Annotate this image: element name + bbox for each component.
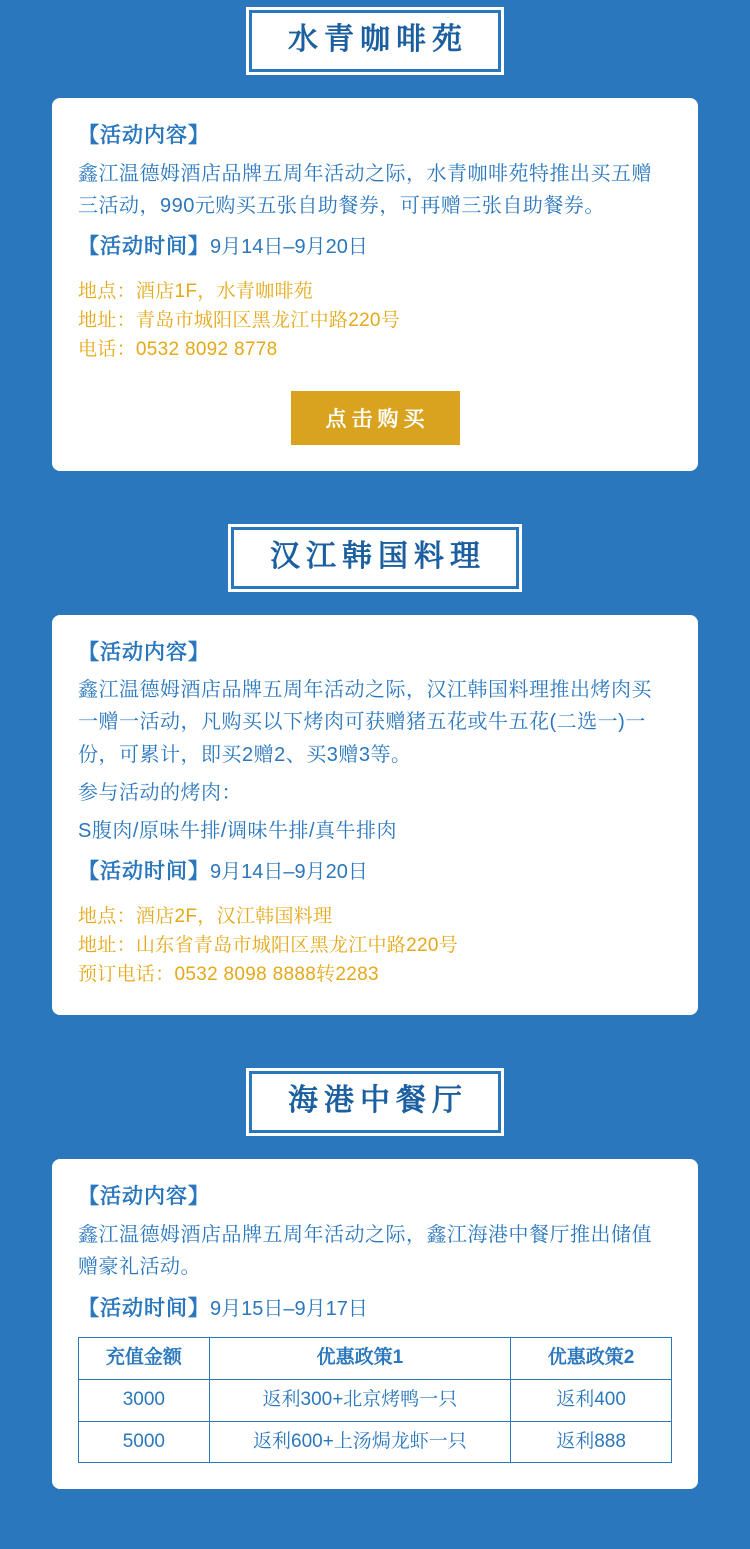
section-gap-1 — [0, 471, 750, 527]
table-header-row — [79, 1338, 672, 1380]
table-header-cell: 充值金额 — [79, 1338, 210, 1380]
section-hanjiang-korean — [0, 527, 750, 1016]
venue-address: 地址：青岛市城阳区黑龙江中路220号 — [78, 309, 401, 331]
activity-content-label: 【活动内容】 — [78, 1185, 210, 1209]
section-gap-2 — [0, 1015, 750, 1071]
section-title: 汉江韩国料理 — [270, 539, 486, 573]
table-cell-policy2: 返利400 — [511, 1379, 672, 1421]
venue-location: 地点：酒店2F，汉江韩国料理 — [78, 905, 333, 927]
table-cell-amount: 5000 — [79, 1421, 210, 1463]
activity-content-text: 鑫江温德姆酒店品牌五周年活动之际，鑫江海港中餐厅推出储值赠豪礼活动。 — [78, 1223, 652, 1279]
buy-button-wrap — [78, 391, 672, 445]
activity-time-label: 【活动时间】 — [78, 860, 210, 884]
section-card — [52, 615, 698, 1016]
table-cell-policy2: 返利888 — [511, 1421, 672, 1463]
table-header-cell: 优惠政策2 — [511, 1338, 672, 1380]
table-header-cell: 优惠政策1 — [209, 1338, 511, 1380]
activity-time-label: 【活动时间】 — [78, 235, 210, 259]
section-title-wrap — [0, 1071, 750, 1133]
section-title: 水青咖啡苑 — [288, 23, 468, 56]
table-cell-policy1: 返利300+北京烤鸭一只 — [209, 1379, 511, 1421]
venue-info-block — [78, 903, 672, 990]
activity-content-text: 鑫江温德姆酒店品牌五周年活动之际，汉江韩国料理推出烤肉买一赠一活动，凡购买以下烤肉可获赠猪五花或牛五花(二选一)一份，可累计，即买2赠2、买3赠3等。 — [78, 679, 652, 766]
top-spacer — [0, 0, 750, 10]
section-title: 海港中餐厅 — [288, 1084, 468, 1118]
activity-sub-line-2: S腹肉/原味牛排/调味牛排/真牛排肉 — [78, 820, 398, 843]
table-cell-policy1: 返利600+上汤焗龙虾一只 — [209, 1421, 511, 1463]
table-row — [79, 1379, 672, 1421]
activity-time-value: 9月15日–9月17日 — [210, 1297, 368, 1320]
section-title-wrap — [0, 10, 750, 72]
activity-time-line — [78, 1292, 672, 1326]
activity-time-value: 9月14日–9月20日 — [210, 236, 368, 259]
activity-time-value: 9月14日–9月20日 — [210, 861, 368, 884]
activity-time-line — [78, 230, 672, 264]
recharge-policy-table — [78, 1337, 672, 1463]
section-title-badge — [231, 527, 519, 589]
venue-phone: 电话：0532 8092 8778 — [78, 338, 278, 360]
section-shuiqing-cafe — [0, 10, 750, 471]
venue-phone: 预订电话：0532 8098 8888转2283 — [78, 963, 379, 985]
table-cell-amount: 3000 — [79, 1379, 210, 1421]
section-card — [52, 1159, 698, 1489]
section-card — [52, 98, 698, 471]
activity-time-label: 【活动时间】 — [78, 1296, 210, 1320]
venue-location: 地点：酒店1F，水青咖啡苑 — [78, 280, 314, 302]
section-title-badge — [249, 1071, 501, 1133]
venue-address: 地址：山东省青岛市城阳区黑龙江中路220号 — [78, 934, 459, 956]
section-haigang-chinese — [0, 1071, 750, 1489]
activity-content-label: 【活动内容】 — [78, 640, 210, 664]
activity-content-text: 鑫江温德姆酒店品牌五周年活动之际，水青咖啡苑特推出买五赠三活动，990元购买五张自助餐券，可再赠三张自助餐券。 — [78, 162, 652, 217]
section-title-wrap — [0, 527, 750, 589]
table-row — [79, 1421, 672, 1463]
venue-info-block — [78, 278, 672, 365]
section-title-badge — [249, 10, 501, 72]
activity-time-line — [78, 855, 672, 889]
buy-button[interactable]: 点击购买 — [291, 391, 460, 445]
activity-sub-line-1: 参与活动的烤肉： — [78, 782, 242, 805]
activity-content-label: 【活动内容】 — [78, 124, 210, 147]
